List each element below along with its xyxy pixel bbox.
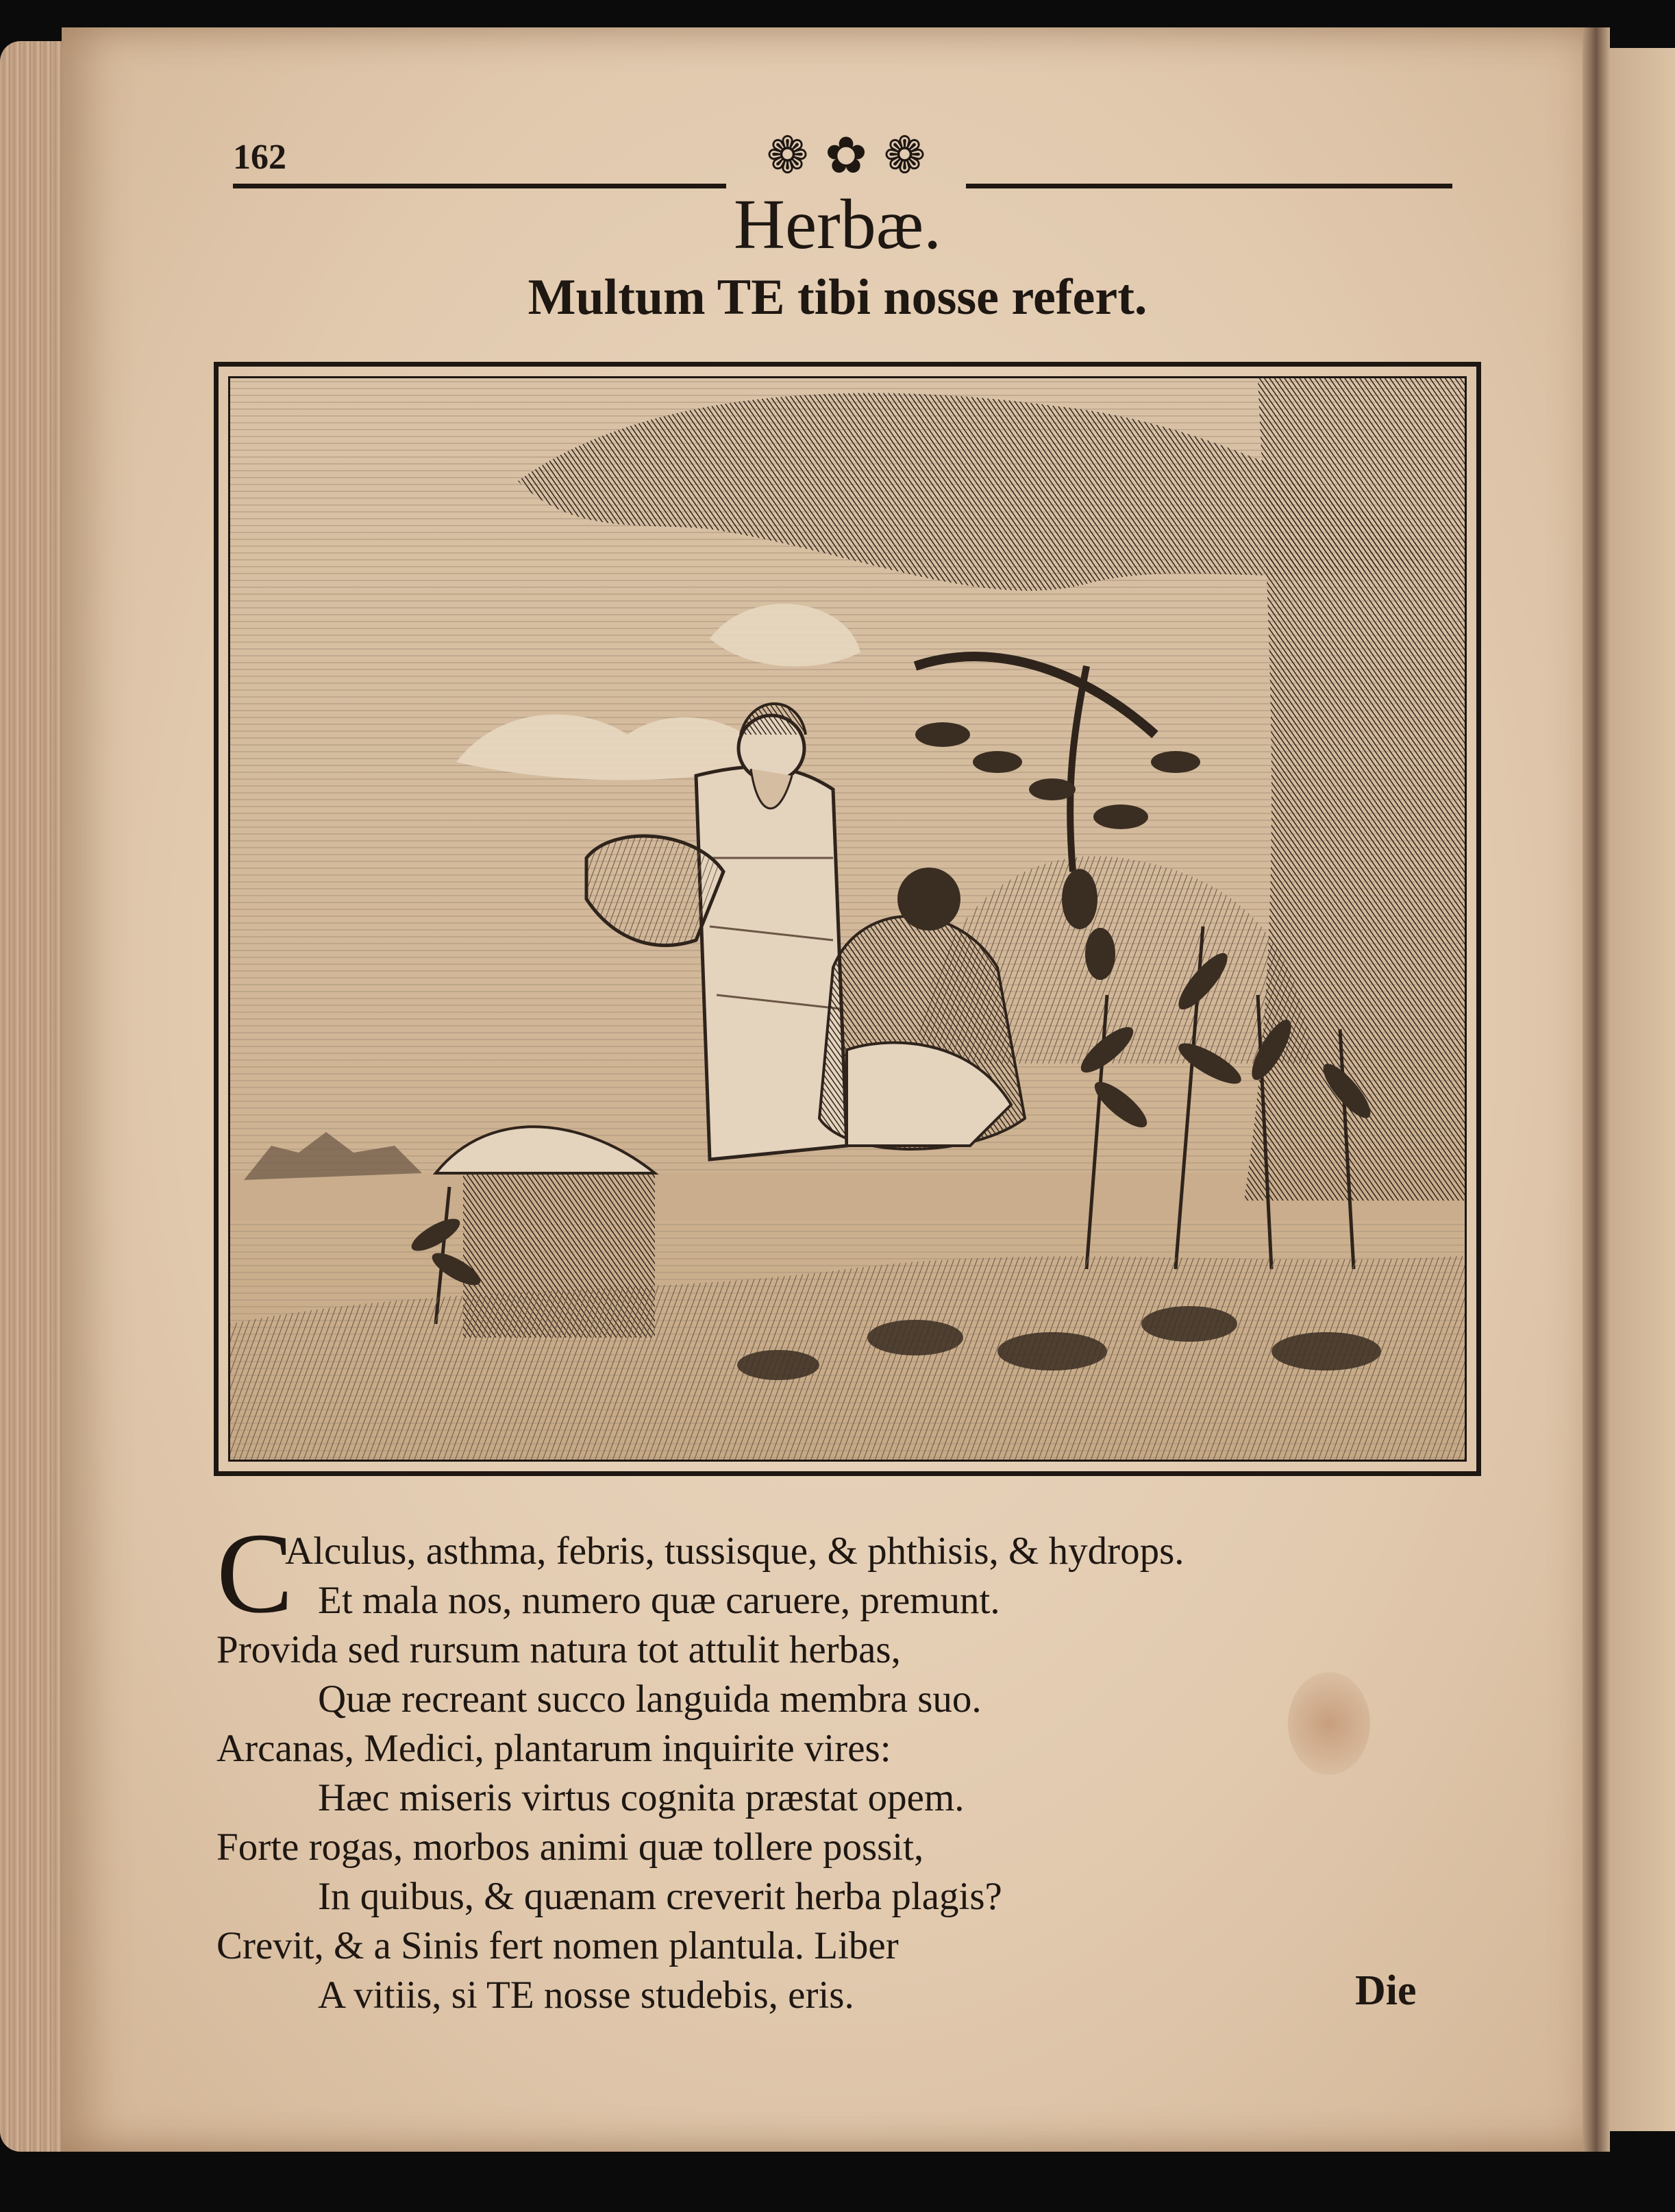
poem-dropcap: C <box>216 1510 294 1637</box>
book-gutter <box>1583 27 1610 2152</box>
poem-line: Quæ recreant succo languida membra suo. <box>318 1678 982 1721</box>
catchword: Die <box>1355 1967 1417 2014</box>
facing-page-edge <box>1610 48 1675 2131</box>
engraving-herb-gatherers-icon <box>228 376 1467 1462</box>
engraving-frame <box>214 362 1481 1476</box>
page-title: Herbæ. <box>733 185 942 264</box>
poem-line: Et mala nos, numero quæ caruere, premunt. <box>318 1579 1000 1622</box>
poem-line: Provida sed rursum natura tot attulit herbas, <box>216 1628 901 1671</box>
poem-line: Arcanas, Medici, plantarum inquirite vires: <box>216 1727 891 1770</box>
page-number: 162 <box>233 138 286 177</box>
header-ornament: ❁ ✿ ❁ <box>766 126 926 185</box>
poem-line: A vitiis, si TE nosse studebis, eris. <box>318 1974 854 2017</box>
page-motto: Multum TE tibi nosse refert. <box>528 269 1147 325</box>
poem-line: Forte rogas, morbos animi quæ tollere possit, <box>216 1826 924 1869</box>
poem-line: Alculus, asthma, febris, tussisque, & phthisis, & hydrops. <box>285 1529 1184 1573</box>
poem <box>216 1527 1463 2020</box>
poem-line: In quibus, & quænam creverit herba plagis? <box>318 1875 1002 1918</box>
poem-line: Crevit, & a Sinis fert nomen plantula. Liber <box>216 1924 899 1967</box>
poem-line: Hæc miseris virtus cognita præstat opem. <box>318 1776 965 1819</box>
